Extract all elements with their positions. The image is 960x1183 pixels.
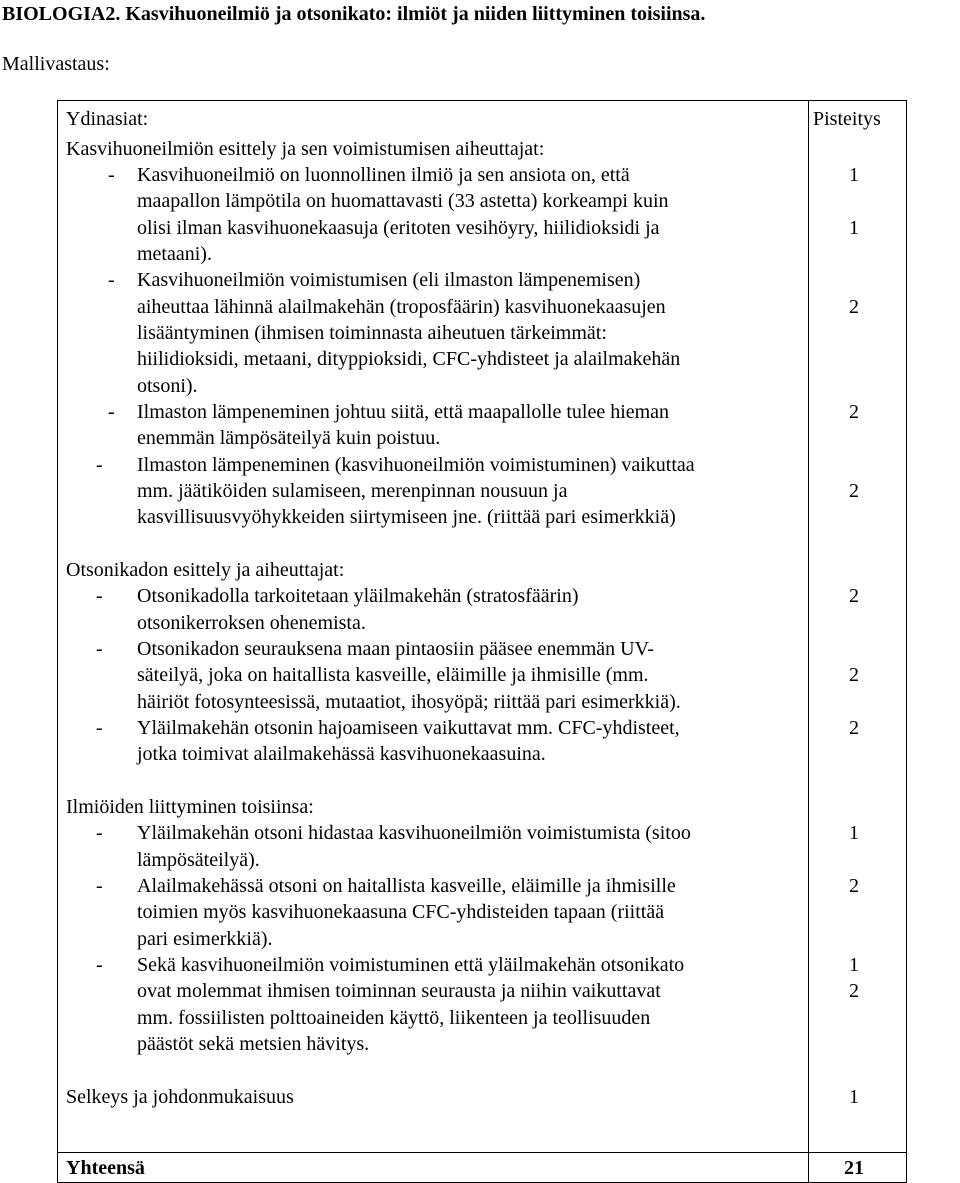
bullet-dash: - xyxy=(96,638,103,660)
item-text: otsoni). xyxy=(137,375,198,397)
point-value: 2 xyxy=(849,717,859,739)
table-left-border xyxy=(57,100,58,1183)
section-heading-otsonikato: Otsonikadon esittely ja aiheuttajat: xyxy=(66,559,345,581)
item-text: toimien myös kasvihuonekaasuna CFC-yhdisteiden tapaan (riittää xyxy=(137,901,665,923)
bullet-dash: - xyxy=(96,875,103,897)
item-text: maapallon lämpötila on huomattavasti (33 astetta) korkeampi kuin xyxy=(137,190,669,212)
item-text: säteilyä, joka on haitallista kasveille, eläimille ja ihmisille (mm. xyxy=(137,664,649,686)
item-text: Otsonikadon seurauksena maan pintaosiin pääsee enemmän UV- xyxy=(137,638,654,660)
document-title: BIOLOGIA2. Kasvihuoneilmiö ja otsonikato: ilmiöt ja niiden liittyminen toisiinsa. xyxy=(2,3,706,25)
table-column-divider xyxy=(808,100,809,1183)
point-value: 2 xyxy=(849,480,859,502)
point-value: 2 xyxy=(849,980,859,1002)
item-text: mm. jäätiköiden sulamiseen, merenpinnan nousuun ja xyxy=(137,480,568,502)
bullet-dash: - xyxy=(96,822,103,844)
item-text: aiheuttaa lähinnä alailmakehän (troposfäärin) kasvihuonekaasujen xyxy=(137,296,666,318)
table-total-divider xyxy=(57,1152,907,1153)
item-text: Otsonikadolla tarkoitetaan yläilmakehän (stratosfäärin) xyxy=(137,585,579,607)
item-text: Yläilmakehän otsoni hidastaa kasvihuoneilmiön voimistumista (sitoo xyxy=(137,822,691,844)
point-value: 2 xyxy=(849,401,859,423)
header-pisteitys: Pisteitys xyxy=(813,108,881,130)
item-text: otsonikerroksen ohenemista. xyxy=(137,612,366,634)
item-text: Ilmaston lämpeneminen johtuu siitä, että maapallolle tulee hieman xyxy=(137,401,670,423)
item-text: häiriöt fotosynteesissä, mutaatiot, ihosyöpä; riittää pari esimerkkiä). xyxy=(137,691,681,713)
point-value: 1 xyxy=(849,822,859,844)
bullet-dash: - xyxy=(108,269,115,291)
item-text: mm. fossiilisten polttoaineiden käyttö, liikenteen ja teollisuuden xyxy=(137,1007,651,1029)
point-value: 2 xyxy=(849,296,859,318)
point-value: 1 xyxy=(849,954,859,976)
point-value: 2 xyxy=(849,664,859,686)
total-label: Yhteensä xyxy=(66,1157,145,1179)
item-text: Kasvihuoneilmiön voimistumisen (eli ilmaston lämpenemisen) xyxy=(137,269,641,291)
item-text: kasvillisuusvyöhykkeiden siirtymiseen jne. (riittää pari esimerkkiä) xyxy=(137,506,676,528)
bullet-dash: - xyxy=(96,717,103,739)
clarity-label: Selkeys ja johdonmukaisuus xyxy=(66,1086,294,1108)
total-value: 21 xyxy=(844,1157,864,1179)
item-text: Sekä kasvihuoneilmiön voimistuminen että yläilmakehän otsonikato xyxy=(137,954,685,976)
item-text: olisi ilman kasvihuonekaasuja (eritoten vesihöyry, hiilidioksidi ja xyxy=(137,217,660,239)
header-ydinasiat: Ydinasiat: xyxy=(66,108,149,130)
point-value: 2 xyxy=(849,875,859,897)
item-text: Alailmakehässä otsoni on haitallista kasveille, eläimille ja ihmisille xyxy=(137,875,676,897)
table-right-border xyxy=(906,100,907,1183)
point-value: 1 xyxy=(849,1086,859,1108)
item-text: Yläilmakehän otsonin hajoamiseen vaikuttavat mm. CFC-yhdisteet, xyxy=(137,717,680,739)
point-value: 2 xyxy=(849,585,859,607)
item-text: pari esimerkkiä). xyxy=(137,928,273,950)
bullet-dash: - xyxy=(96,454,103,476)
item-text: päästöt sekä metsien hävitys. xyxy=(137,1033,370,1055)
item-text: lisääntyminen (ihmisen toiminnasta aiheutuen tärkeimmät: xyxy=(137,322,607,344)
section-heading-liittyminen: Ilmiöiden liittyminen toisiinsa: xyxy=(66,796,314,818)
point-value: 1 xyxy=(849,217,859,239)
item-text: ovat molemmat ihmisen toiminnan seurausta ja niihin vaikuttavat xyxy=(137,980,661,1002)
item-text: Kasvihuoneilmiö on luonnollinen ilmiö ja sen ansiota on, että xyxy=(137,164,630,186)
item-text: enemmän lämpösäteilyä kuin poistuu. xyxy=(137,427,441,449)
point-value: 1 xyxy=(849,164,859,186)
item-text: hiilidioksidi, metaani, dityppioksidi, CFC-yhdisteet ja alailmakehän xyxy=(137,348,681,370)
item-text: jotka toimivat alailmakehässä kasvihuonekaasuina. xyxy=(137,743,546,765)
bullet-dash: - xyxy=(108,401,115,423)
item-text: Ilmaston lämpeneminen (kasvihuoneilmiön voimistuminen) vaikuttaa xyxy=(137,454,695,476)
item-text: lämpösäteilyä). xyxy=(137,849,260,871)
bullet-dash: - xyxy=(96,954,103,976)
bullet-dash: - xyxy=(96,585,103,607)
table-top-border xyxy=(57,100,907,101)
item-text: metaani). xyxy=(137,243,212,265)
document-subtitle: Mallivastaus: xyxy=(2,53,110,75)
bullet-dash: - xyxy=(108,164,115,186)
section-heading-kasvihuone: Kasvihuoneilmiön esittely ja sen voimistumisen aiheuttajat: xyxy=(66,138,545,160)
